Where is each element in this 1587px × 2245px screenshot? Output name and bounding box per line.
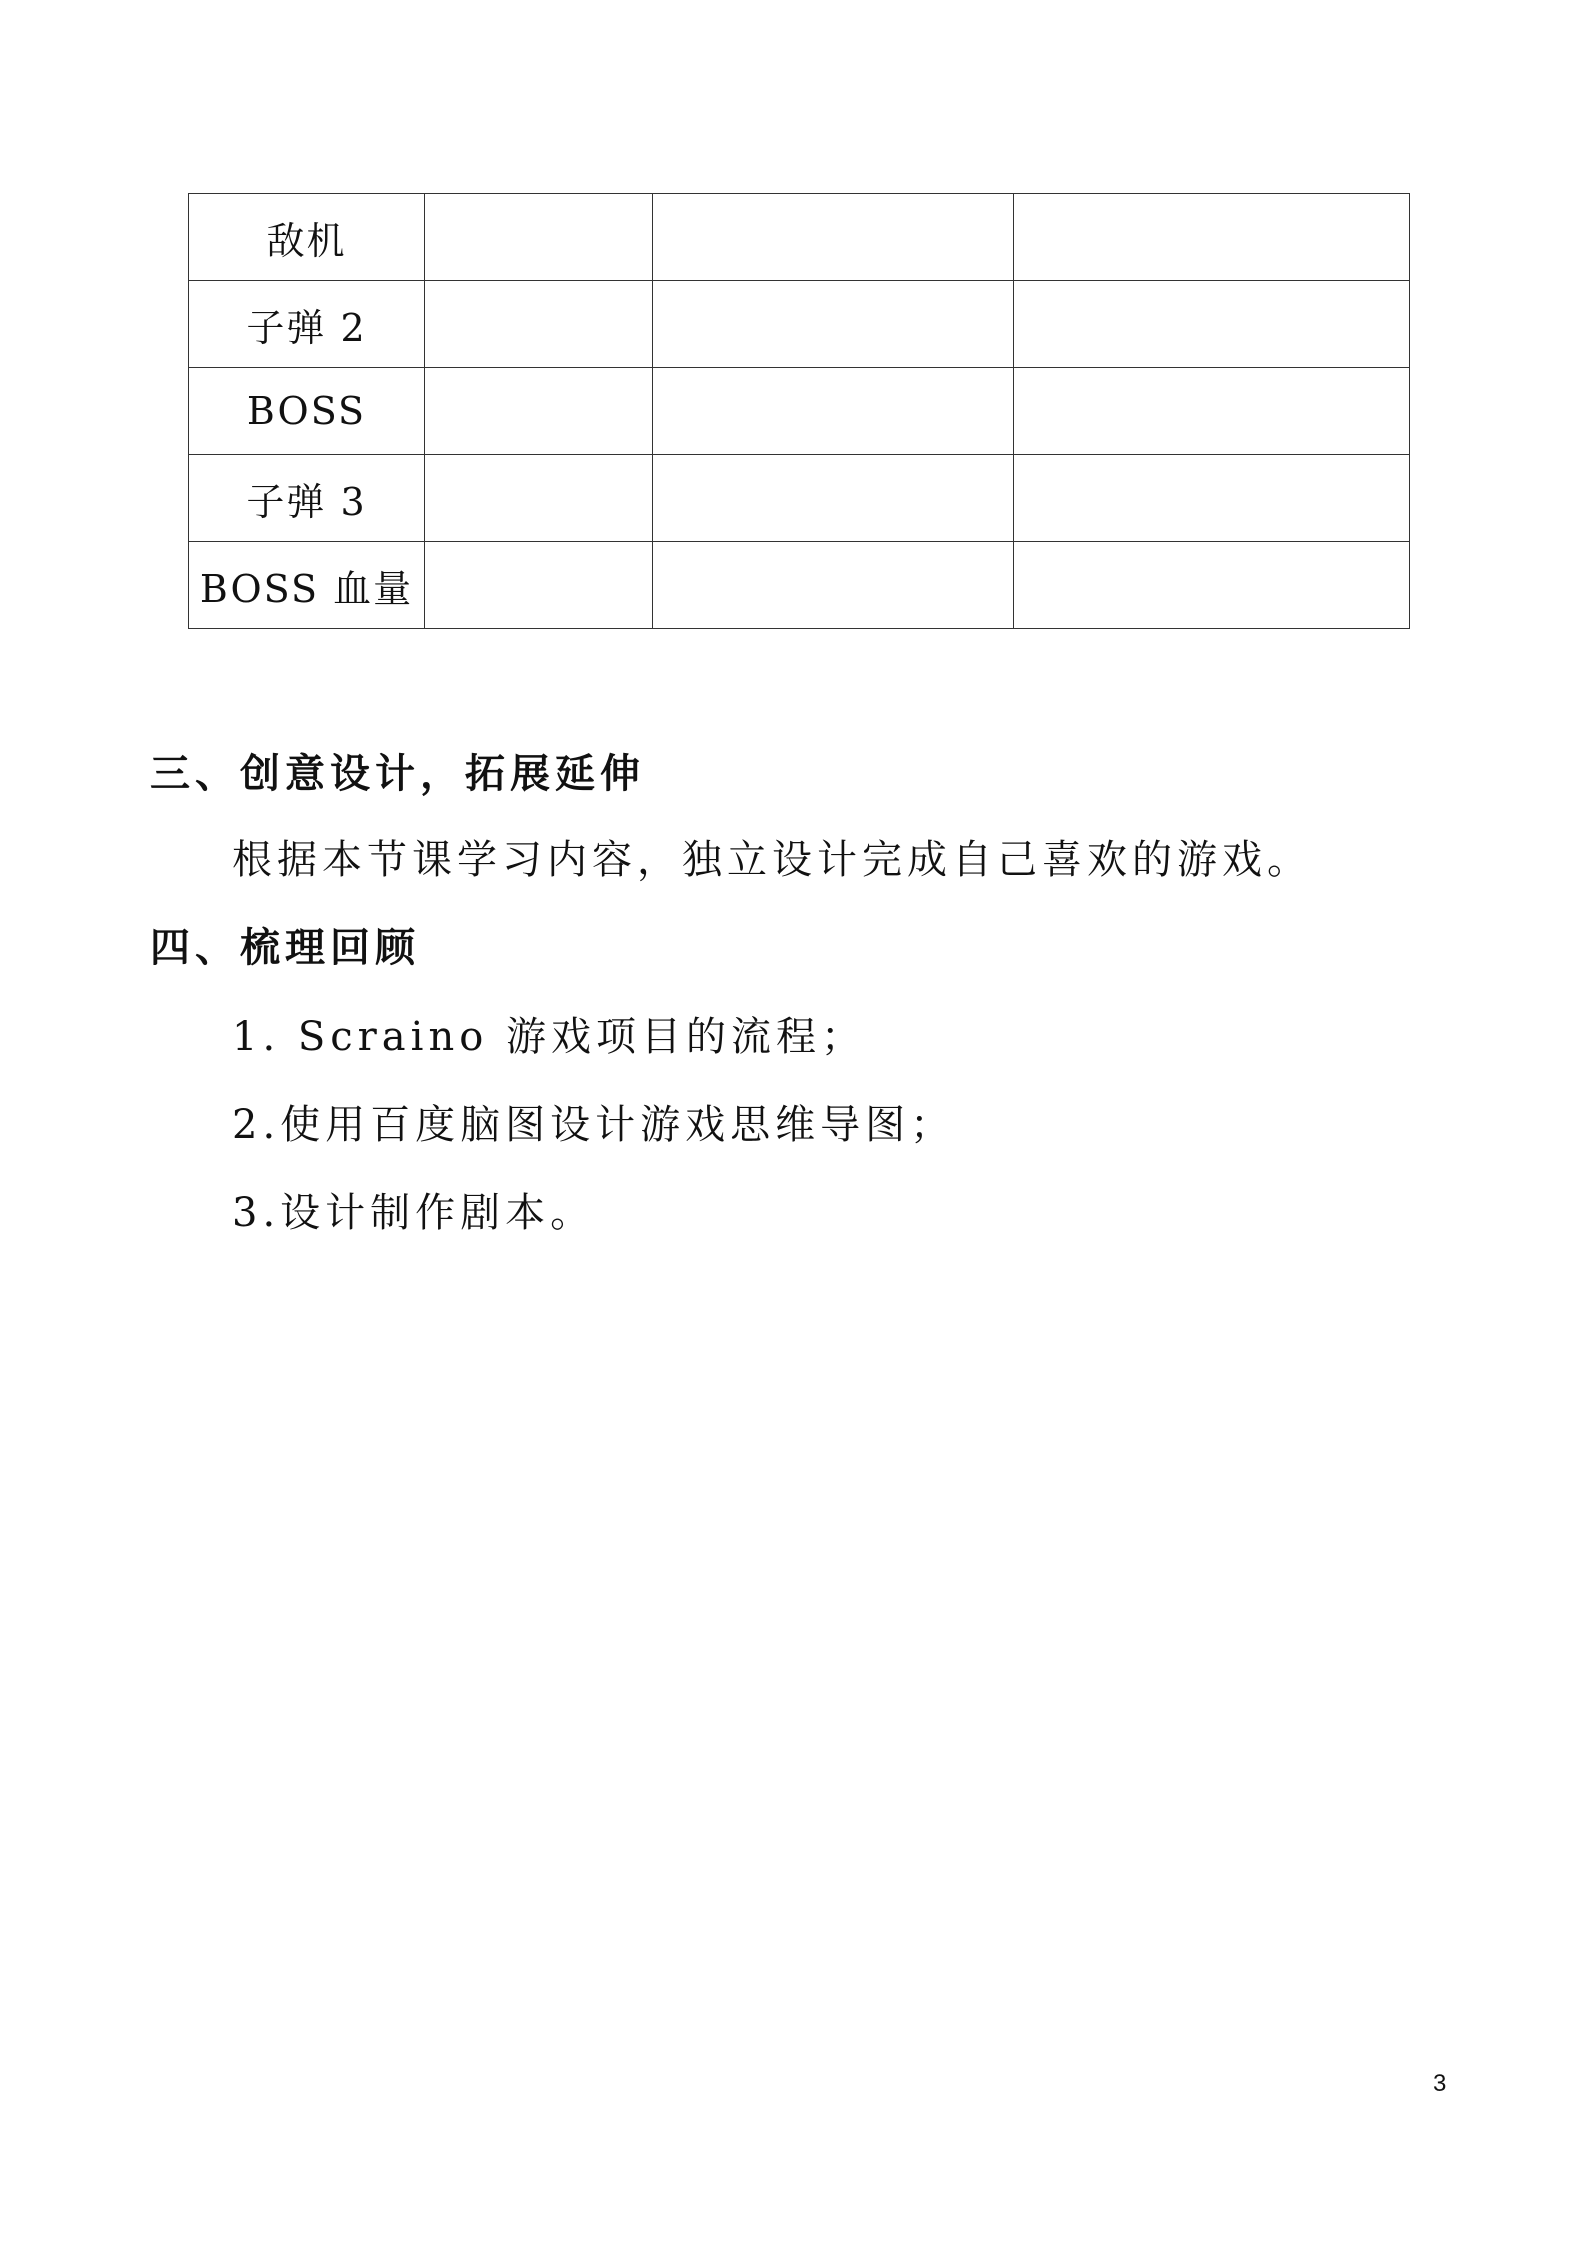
table-cell [653, 542, 1014, 629]
table-cell [653, 194, 1014, 281]
table-cell [425, 281, 653, 368]
table-row [189, 368, 1410, 455]
table-cell [1014, 455, 1410, 542]
table-cell [653, 368, 1014, 455]
table-cell [425, 194, 653, 281]
table-row [189, 281, 1410, 368]
table-cell [425, 455, 653, 542]
table-row [189, 194, 1410, 281]
table-cell [653, 455, 1014, 542]
table-cell [425, 542, 653, 629]
table-row [189, 455, 1410, 542]
table-cell [1014, 194, 1410, 281]
page-number: 3 [1433, 2070, 1447, 2097]
table-cell: 子弹 3 [189, 455, 425, 542]
table-cell [1014, 368, 1410, 455]
section-3-text: 根据本节课学习内容，独立设计完成自己喜欢的游戏。 [232, 837, 1312, 883]
list-item: 2.使用百度脑图设计游戏思维导图； [232, 1102, 956, 1148]
table-cell [1014, 542, 1410, 629]
table-row [189, 542, 1410, 629]
table-cell: 子弹 2 [189, 281, 425, 368]
table-cell: BOSS 血量 [189, 542, 425, 629]
table-cell [425, 368, 653, 455]
table-cell [1014, 281, 1410, 368]
section-3-heading: 三、创意设计，拓展延伸 [150, 750, 645, 797]
table-cell: BOSS [189, 368, 425, 455]
table-cell [653, 281, 1014, 368]
list-item: 1. Scraino 游戏项目的流程； [232, 1014, 867, 1060]
section-4-heading: 四、梳理回顾 [150, 924, 420, 971]
assets-table [188, 193, 1410, 629]
table-cell: 敌机 [189, 194, 425, 281]
list-item: 3.设计制作剧本。 [232, 1190, 596, 1236]
